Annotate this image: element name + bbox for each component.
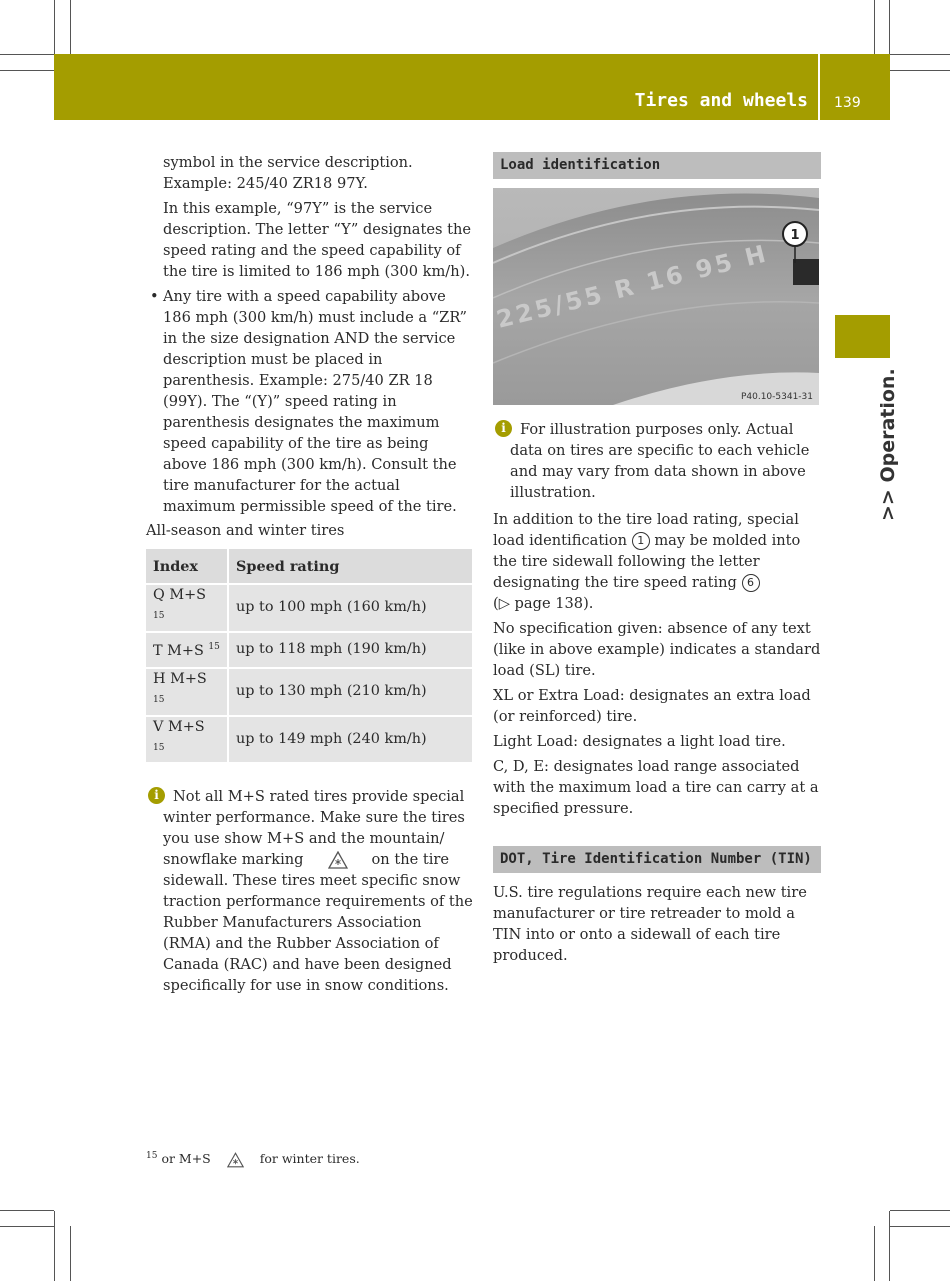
table-row	[146, 716, 472, 764]
tire-sidewall-graphic	[493, 188, 819, 405]
table-cell-index	[146, 584, 228, 632]
page-reference: (▷ page 138).	[493, 595, 594, 612]
para-continuation-line1: symbol in the service description.	[163, 154, 413, 171]
section-title: Tires and wheels	[634, 90, 808, 111]
heading-dot-tin: DOT, Tire Identification Number (TIN)	[493, 846, 821, 873]
crop-mark	[890, 70, 950, 71]
table-cell-rating: up to 118 mph (190 km/h)	[228, 632, 472, 668]
footnote-text: for winter tires.	[259, 1151, 360, 1167]
table-caption: All-season and winter tires	[146, 522, 345, 539]
table-cell-rating: up to 130 mph (210 km/h)	[228, 668, 472, 716]
page-number: 139	[834, 95, 861, 111]
crop-mark	[0, 1226, 54, 1227]
para-load-identification	[493, 509, 821, 614]
para-text: In addition to the tire load rating, special load identification	[493, 511, 799, 549]
mountain-snowflake-icon	[328, 851, 348, 869]
footnote-ref: 15	[153, 694, 165, 705]
crop-mark	[889, 1211, 890, 1281]
footnote-ref: 15	[153, 611, 165, 621]
header-divider	[818, 54, 820, 120]
footnote-ref: 15	[208, 642, 220, 653]
right-column	[493, 152, 821, 966]
sidewall-text: 225/55 R 16 95 H	[493, 239, 772, 334]
crop-mark	[890, 1226, 950, 1227]
index-value: Q M+S	[153, 587, 207, 603]
info-icon: i	[148, 787, 165, 804]
crop-mark	[890, 1210, 950, 1211]
note-text: For illustration purposes only. Actual data on tires are specific to each vehicle and may vary from data shown in above illustration.	[510, 421, 810, 501]
note-illustration	[493, 419, 821, 503]
table-header-speed-rating: Speed rating	[228, 549, 472, 584]
footnote	[146, 1147, 360, 1168]
crop-mark	[0, 1210, 54, 1211]
bullet-text: Any tire with a speed capability above 186 mph (300 km/h) must include a “ZR” in the size designation AND the service description must be placed in parenthesis. Example: 275/40 ZR 18 (99Y). The “(Y)” speed rating in parenthesis designates the maximum speed capability of the tire as being above 186 mph (300 km/h). Consult the tire manufacturer for the actual maximum permissible speed of the tire.	[163, 288, 467, 515]
tire-sidewall-illustration	[493, 188, 819, 405]
para-load-range: C, D, E: designates load range associated with the maximum load a tire can carry at a specified pressure.	[493, 758, 819, 817]
note-text-part2: on the tire sidewall. These tires meet specific snow traction performance requirements of the Rubber Manufacturers Association (RMA) and the Rubber Association of Canada (RAC) and have been designed specifically for use in snow conditions.	[163, 851, 473, 995]
bullet-item-zr-rating	[146, 286, 474, 517]
info-icon: i	[495, 420, 512, 437]
left-column	[146, 152, 474, 996]
crop-mark	[70, 0, 71, 54]
footnote-ref: 15	[153, 742, 165, 753]
para-tin-regulations: U.S. tire regulations require each new tire manufacturer or tire retreader to mold a TIN into or onto a sidewall of each tire produced.	[493, 884, 807, 964]
crop-mark	[889, 0, 890, 54]
image-code: P40.10-5341-31	[740, 392, 813, 402]
para-light-load: Light Load: designates a light load tire.	[493, 733, 786, 750]
note-text-part1: Not all M+S rated tires provide special winter performance. Make sure the tires you use show M+S and the mountain/ snowflake marking	[163, 788, 465, 869]
table-header-row	[146, 549, 472, 584]
table-header-index: Index	[146, 549, 228, 584]
image-marker-1: 1	[790, 228, 800, 243]
para-example-line: Example: 245/40 ZR18 97Y.	[163, 175, 368, 192]
para-service-description: In this example, “97Y” is the service description. The letter “Y” designates the speed rating and the speed capability of the tire is limited to 186 mph (300 km/h).	[163, 200, 472, 280]
para-text: may be molded into the tire sidewall following the letter designating the tire speed rating	[493, 532, 801, 591]
mountain-snowflake-icon	[227, 1152, 244, 1168]
table-cell-rating: up to 149 mph (240 km/h)	[228, 716, 472, 764]
table-row	[146, 632, 472, 668]
crop-mark	[70, 1226, 71, 1281]
note-text	[163, 786, 474, 996]
side-tab-label: >> Operation.	[877, 368, 899, 521]
bullet-dot: •	[150, 288, 159, 305]
table-cell-rating: up to 100 mph (160 km/h)	[228, 584, 472, 632]
side-tab-marker	[835, 315, 890, 358]
crop-mark	[874, 1226, 875, 1281]
index-value: T M+S	[153, 643, 204, 660]
crop-mark	[54, 1211, 55, 1281]
table-cell-index	[146, 668, 228, 716]
para-extra-load: XL or Extra Load: designates an extra load (or reinforced) tire.	[493, 687, 811, 725]
index-value: H M+S	[153, 670, 207, 687]
crop-mark	[890, 54, 950, 55]
index-value: V M+S	[153, 718, 205, 735]
para-no-specification: No specification given: absence of any text (like in above example) indicates a standard load (SL) tire.	[493, 620, 821, 679]
table-row	[146, 584, 472, 632]
table-cell-index	[146, 716, 228, 764]
callout-marker: 1	[632, 532, 650, 550]
crop-mark	[874, 0, 875, 54]
heading-load-identification: Load identification	[493, 152, 821, 179]
crop-mark	[54, 0, 55, 54]
footnote-text: or M+S	[161, 1151, 211, 1167]
crop-mark	[0, 54, 54, 55]
crop-mark	[0, 70, 54, 71]
footnote-number: 15	[146, 1151, 158, 1161]
table-cell-index	[146, 632, 228, 668]
note-ms-tires	[146, 786, 474, 996]
table-row	[146, 668, 472, 716]
callout-marker: 6	[742, 574, 760, 592]
speed-rating-table	[146, 549, 472, 764]
